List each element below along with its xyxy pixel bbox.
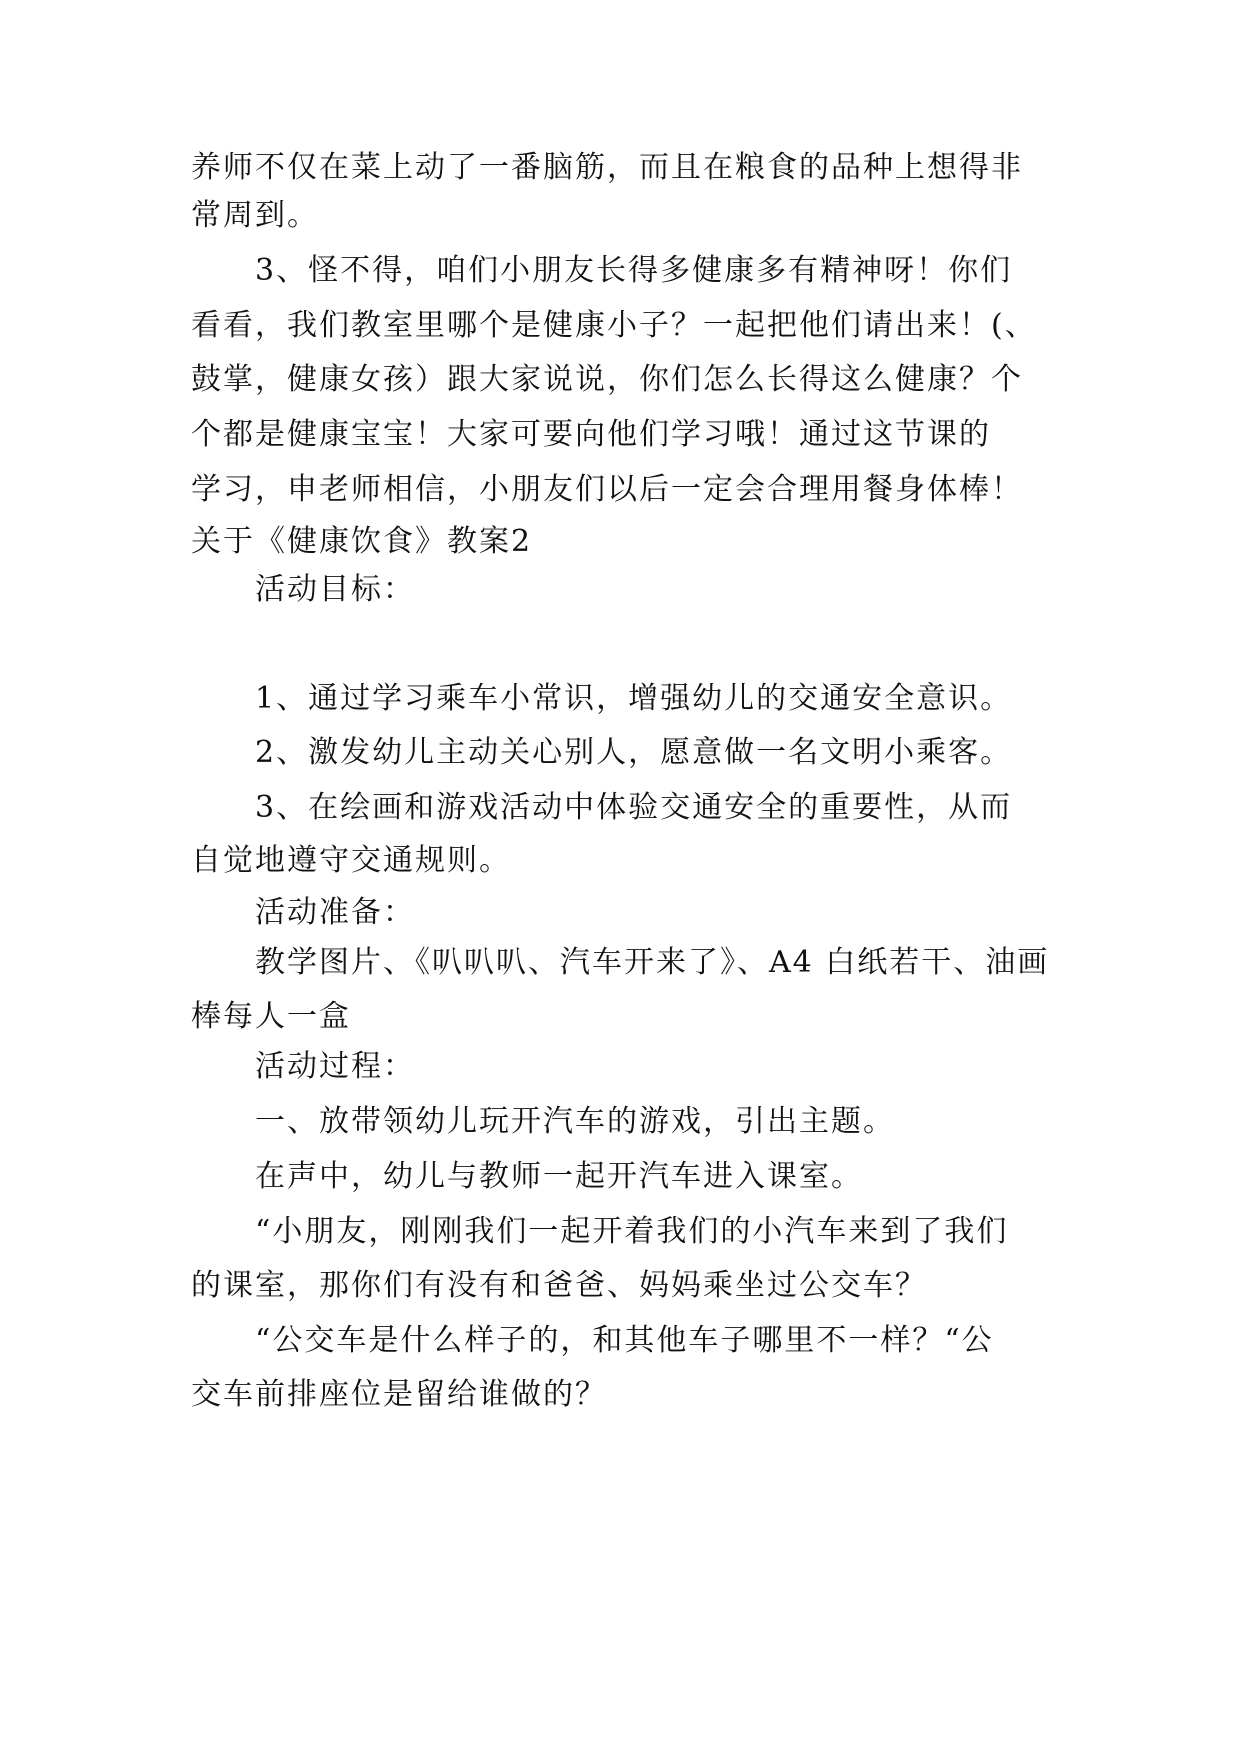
paragraph-line: 一、放带领幼儿玩开汽车的游戏，引出主题。 <box>255 1104 895 1139</box>
paragraph-line: 个都是健康宝宝！大家可要向他们学习哦！通过这节课的 <box>191 417 991 452</box>
paragraph-line: 看看，我们教室里哪个是健康小子？一起把他们请出来！(、 <box>191 308 1037 343</box>
paragraph-line: “公交车是什么样子的，和其他车子哪里不一样？“公 <box>255 1323 994 1358</box>
subheading: 活动准备： <box>255 895 415 930</box>
paragraph-line: 学习，申老师相信，小朋友们以后一定会合理用餐身体棒！ <box>191 472 1023 507</box>
paragraph-line: 棒每人一盒 <box>191 999 351 1034</box>
paragraph-line: 自觉地遵守交通规则。 <box>191 843 511 878</box>
list-item: 2、激发幼儿主动关心别人，愿意做一名文明小乘客。 <box>255 735 1013 770</box>
section-title: 关于《健康饮食》教案2 <box>191 524 533 559</box>
paragraph-line: 教学图片、《叭叭叭、汽车开来了》、A4 白纸若干、油画 <box>255 945 1050 980</box>
subheading: 活动过程： <box>255 1049 415 1084</box>
list-item: 3、在绘画和游戏活动中体验交通安全的重要性，从而 <box>255 790 1013 825</box>
paragraph-line: 的课室，那你们有没有和爸爸、妈妈乘坐过公交车？ <box>191 1268 927 1303</box>
paragraph-line: 养师不仅在菜上动了一番脑筋，而且在粮食的品种上想得非 <box>191 150 1023 185</box>
subheading: 活动目标： <box>255 572 415 607</box>
paragraph-line: 在声中，幼儿与教师一起开汽车进入课室。 <box>255 1159 863 1194</box>
paragraph-line: 交车前排座位是留给谁做的？ <box>191 1377 607 1412</box>
paragraph-line: 鼓掌，健康女孩）跟大家说说，你们怎么长得这么健康？个 <box>191 362 1023 397</box>
paragraph-line: 3、怪不得，咱们小朋友长得多健康多有精神呀！你们 <box>255 253 1013 288</box>
list-item: 1、通过学习乘车小常识，增强幼儿的交通安全意识。 <box>255 681 1013 716</box>
paragraph-line: 常周到。 <box>191 198 319 233</box>
paragraph-line: “小朋友，刚刚我们一起开着我们的小汽车来到了我们 <box>255 1214 1009 1249</box>
